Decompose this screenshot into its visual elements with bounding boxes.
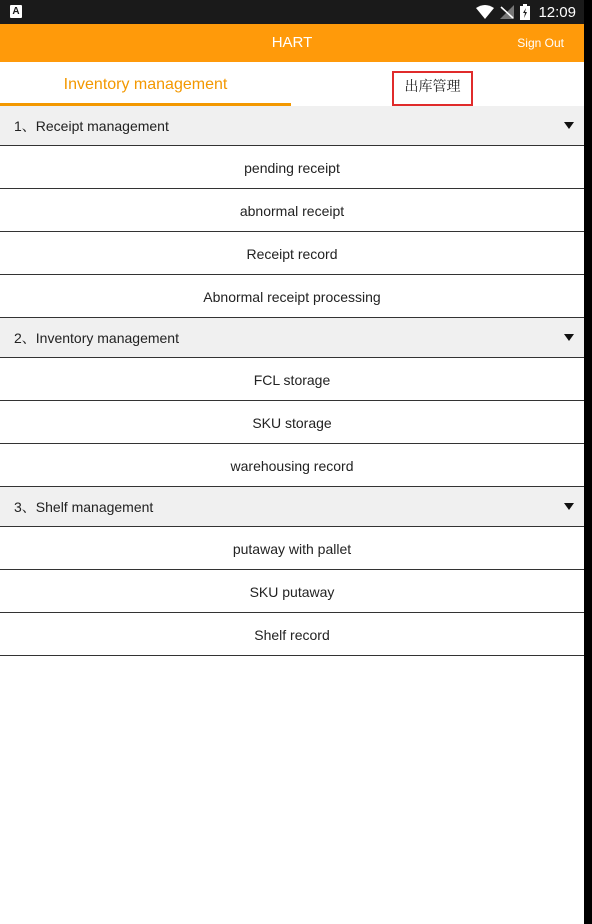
section-title: 3、Shelf management (14, 499, 154, 515)
section-title: 2、Inventory management (14, 330, 179, 346)
menu-list (0, 106, 584, 656)
app-bar (0, 24, 584, 62)
tab-label: Inventory management (63, 76, 228, 93)
dropdown-arrow-icon (564, 503, 574, 510)
no-signal-icon (500, 5, 514, 19)
menu-item-sku-putaway[interactable]: SKU putaway (0, 570, 584, 613)
status-time: 12:09 (538, 3, 576, 21)
tab-bar (0, 62, 584, 106)
menu-item-putaway-with-pallet[interactable]: putaway with pallet (0, 527, 584, 570)
tab-outbound-management[interactable] (292, 62, 584, 106)
battery-charging-icon (520, 4, 530, 20)
section-header-inventory[interactable] (0, 318, 584, 358)
app-title: HART (271, 34, 313, 51)
tab-inventory-management[interactable] (0, 62, 291, 106)
notification-a-icon: A (10, 5, 22, 18)
menu-item-receipt-record[interactable]: Receipt record (0, 232, 584, 275)
section-header-receipt[interactable] (0, 106, 584, 146)
menu-item-fcl-storage[interactable]: FCL storage (0, 358, 584, 401)
dropdown-arrow-icon (564, 334, 574, 341)
menu-item-shelf-record[interactable]: Shelf record (0, 613, 584, 656)
dropdown-arrow-icon (564, 122, 574, 129)
status-bar (0, 0, 584, 24)
wifi-icon (476, 5, 494, 19)
sign-out-button[interactable]: Sign Out (517, 36, 564, 50)
menu-item-abnormal-receipt-processing[interactable]: Abnormal receipt processing (0, 275, 584, 318)
menu-item-abnormal-receipt[interactable]: abnormal receipt (0, 189, 584, 232)
tab-label: 出库管理 (392, 71, 473, 106)
section-title: 1、Receipt management (14, 118, 169, 134)
menu-item-pending-receipt[interactable]: pending receipt (0, 146, 584, 189)
menu-item-warehousing-record[interactable]: warehousing record (0, 444, 584, 487)
menu-item-sku-storage[interactable]: SKU storage (0, 401, 584, 444)
status-icons (470, 0, 576, 24)
section-header-shelf[interactable] (0, 487, 584, 527)
